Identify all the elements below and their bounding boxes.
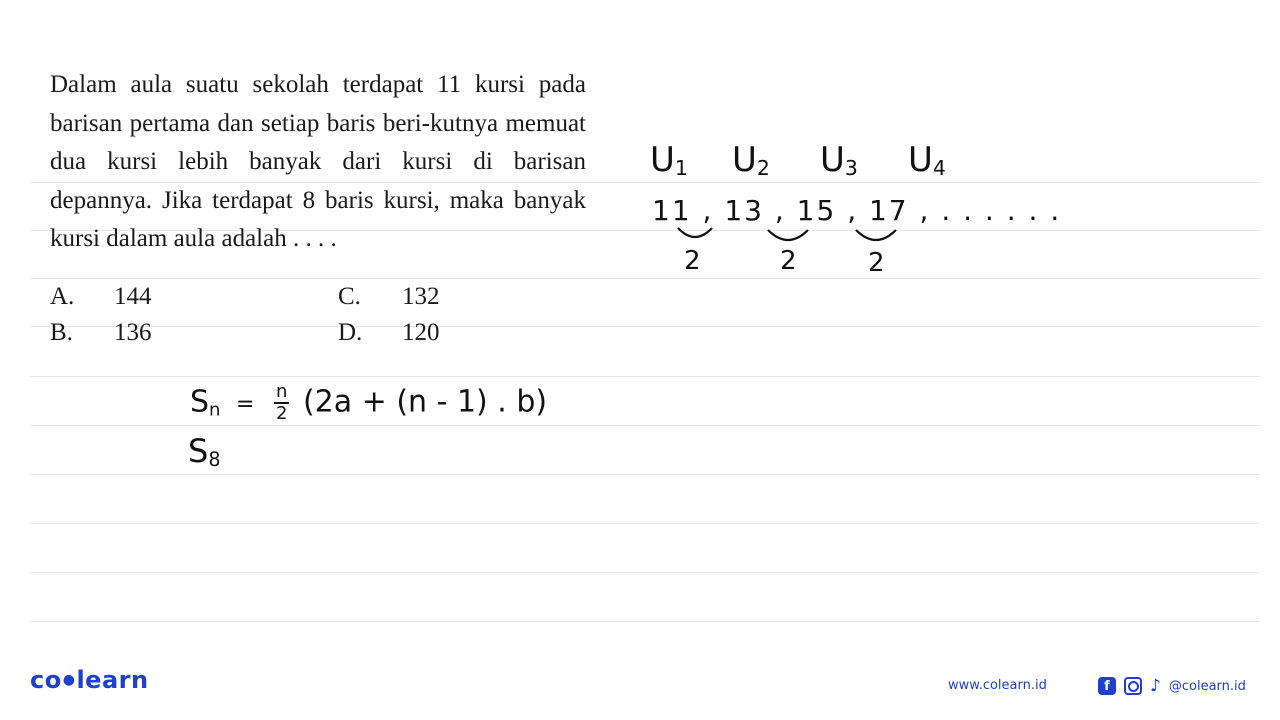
logo-dot: ●: [62, 672, 76, 688]
colearn-logo[interactable]: co●learn: [30, 666, 149, 694]
choice-letter: B.: [50, 319, 73, 346]
ruled-line: [30, 278, 1260, 279]
problem-text: Dalam aula suatu sekolah terdapat 11 kursi pada barisan pertama dan setiap baris beri-kutnya memuat dua kursi lebih banyak dari kursi di barisan depannya. Jika terdapat 8 baris kursi, maka banyak kursi dalam aula adalah . . . .: [50, 71, 586, 253]
ruled-line: [30, 425, 1260, 426]
difference-arc: [768, 230, 808, 240]
sequence-values: 11 , 13 , 15 , 17 , . . . . . .: [652, 194, 1062, 227]
formula-lhs: S: [190, 384, 210, 420]
choice-d[interactable]: [338, 318, 440, 348]
choice-b[interactable]: [50, 318, 152, 348]
social-handle[interactable]: @colearn.id: [1168, 678, 1246, 694]
formula-rhs: (2a + (n - 1) . b): [302, 384, 548, 420]
tiktok-icon[interactable]: ♪: [1150, 676, 1161, 696]
choice-letter: A.: [50, 283, 75, 310]
choice-letter: C.: [338, 283, 361, 310]
ruled-line: [30, 523, 1260, 524]
formula-equals: =: [236, 392, 255, 418]
ruled-line: [30, 376, 1260, 377]
website-link[interactable]: www.colearn.id: [948, 678, 1047, 693]
term-u4: $U_4$: [908, 140, 946, 180]
s8-label: $S_8$: [188, 432, 221, 471]
choice-a[interactable]: [50, 282, 152, 312]
term-u1: $U_1$: [650, 140, 688, 180]
choice-value: 144: [114, 283, 152, 310]
facebook-icon[interactable]: f: [1098, 677, 1116, 695]
ruled-line: [30, 474, 1260, 475]
sum-formula: $S_n$ = $\frac{n}{2}$ (2a + (n - 1) . b): [190, 381, 548, 424]
difference-label: 2: [684, 246, 701, 276]
ruled-line: [30, 572, 1260, 573]
difference-label: 2: [780, 246, 797, 276]
instagram-icon[interactable]: [1124, 677, 1142, 695]
formula-fraction: $\frac{n}{2}$: [275, 381, 288, 424]
difference-arc: [856, 230, 896, 240]
choice-value: 132: [402, 283, 440, 310]
ruled-line: [30, 621, 1260, 622]
difference-label: 2: [868, 248, 885, 278]
social-links: [1098, 675, 1246, 697]
term-u2: $U_2$: [732, 140, 770, 180]
choice-value: 120: [402, 319, 440, 346]
choice-letter: D.: [338, 319, 363, 346]
ruled-line: [30, 326, 1260, 327]
term-u3: $U_3$: [820, 140, 858, 180]
choice-c[interactable]: [338, 282, 440, 312]
choice-value: 136: [114, 319, 152, 346]
